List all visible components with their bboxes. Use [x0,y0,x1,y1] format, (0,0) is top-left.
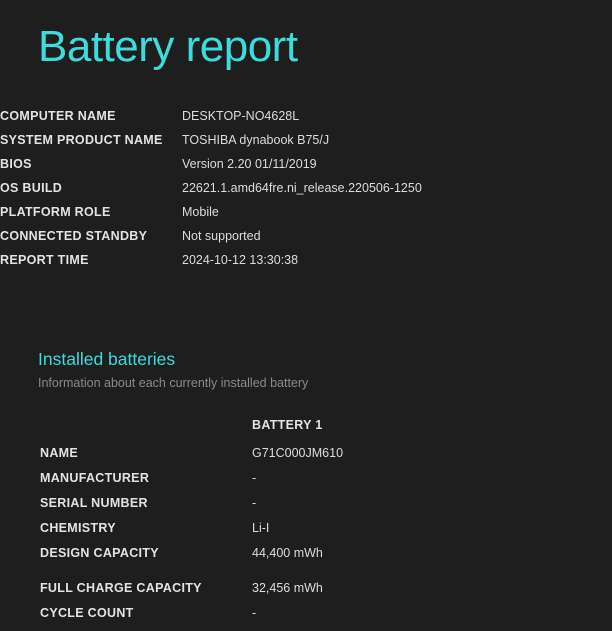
system-info-value: Not supported [182,228,261,243]
battery-row-value: 44,400 mWh [252,545,323,560]
battery-row-value: Li-I [252,520,270,535]
battery-row-value: G71C000JM610 [252,445,344,460]
section-subheading: Information about each currently installed battery [38,375,309,390]
battery-row-label: SERIAL NUMBER [40,495,148,510]
system-info-value: Version 2.20 01/11/2019 [182,156,317,171]
table-row [40,471,580,496]
battery-column-header: BATTERY 1 [252,417,323,432]
system-info-label: SYSTEM PRODUCT NAME [0,132,163,147]
system-info-body [0,109,422,277]
installed-batteries-section [0,349,612,631]
system-info-label: REPORT TIME [0,252,89,267]
table-row [40,546,580,571]
battery-row-value: 32,456 mWh [252,580,323,595]
system-info-label: BIOS [0,156,32,171]
battery-row-label: NAME [40,445,79,460]
battery-row-label: DESIGN CAPACITY [40,545,159,560]
battery-row-label: CYCLE COUNT [40,605,134,620]
system-info-label: PLATFORM ROLE [0,204,111,219]
table-row [40,606,580,631]
table-header-row [40,418,580,446]
table-row [0,133,422,157]
battery-row-label: MANUFACTURER [40,470,150,485]
battery-table-corner [40,418,252,446]
section-heading: Installed batteries [38,348,176,369]
system-info-value: DESKTOP-NO4628L [182,108,300,123]
page-title: Battery report [38,22,298,71]
battery-table [40,418,580,631]
table-row [0,157,422,181]
battery-row-label: FULL CHARGE CAPACITY [40,580,202,595]
system-info-value: TOSHIBA dynabook B75/J [182,132,330,147]
battery-table-head [40,418,580,446]
system-info-label: OS BUILD [0,180,63,195]
system-info-label: CONNECTED STANDBY [0,228,148,243]
system-info-label: COMPUTER NAME [0,108,116,123]
system-info-value: Mobile [182,204,219,219]
table-row [40,521,580,546]
table-row [0,109,422,133]
table-row [40,446,580,471]
battery-row-label: CHEMISTRY [40,520,116,535]
battery-row-value: - [252,495,257,510]
battery-row-value: - [252,605,257,620]
battery-table-body [40,446,580,631]
battery-row-value: - [252,470,257,485]
table-row [0,253,422,277]
system-info-table [0,109,422,277]
system-info-value: 22621.1.amd64fre.ni_release.220506-1250 [182,180,422,195]
table-row [0,205,422,229]
table-row [0,181,422,205]
table-row [40,571,580,606]
system-info-value: 2024-10-12 13:30:38 [182,252,299,267]
table-row [0,229,422,253]
table-row [40,496,580,521]
